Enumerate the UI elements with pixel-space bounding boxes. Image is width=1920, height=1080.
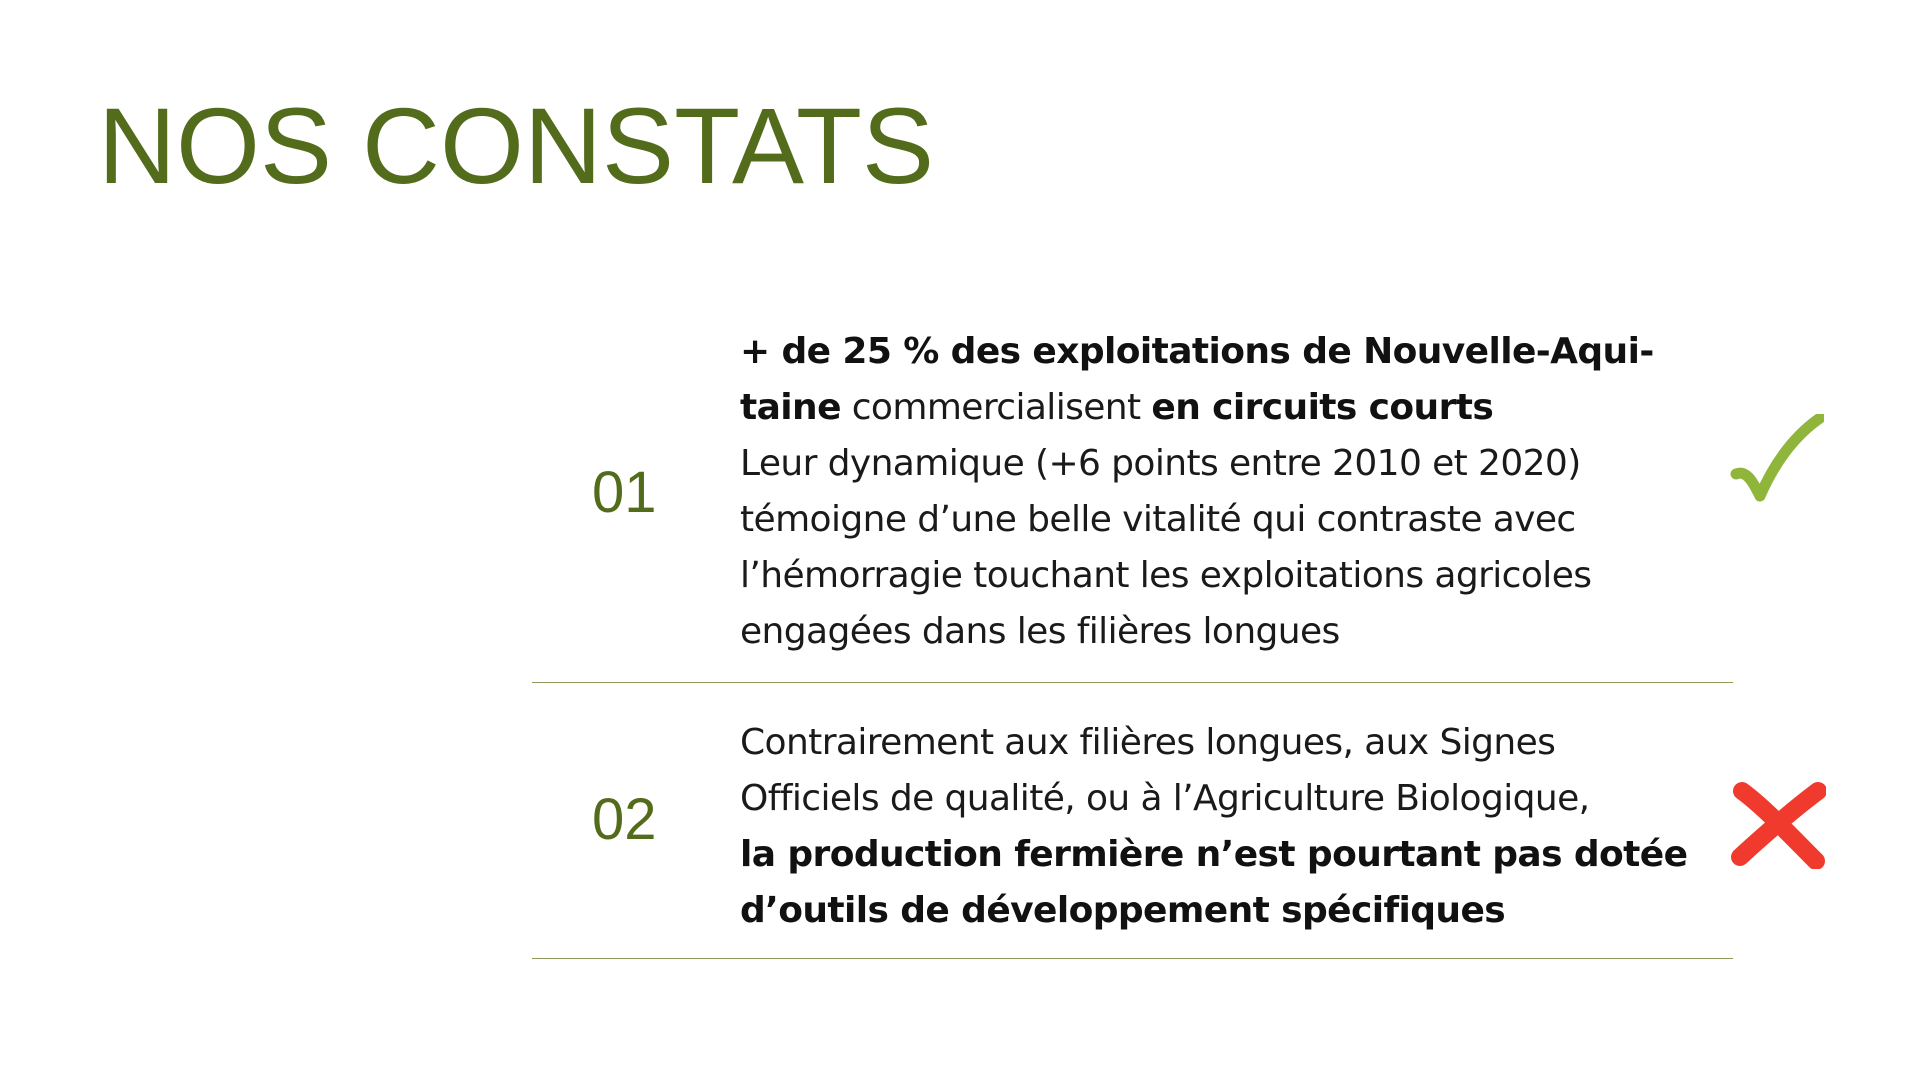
finding-text-bold: d’outils de développement spécifiques (740, 890, 1506, 931)
finding-text-bold: en circuits courts (1151, 387, 1494, 428)
finding-number: 01 (592, 460, 657, 525)
finding-text-plain: l’hémorragie touchant les exploitations agricoles (740, 555, 1592, 596)
finding-row-02 (532, 683, 1733, 959)
finding-text-plain: Leur dynamique (+6 points entre 2010 et 2020) (740, 443, 1581, 484)
finding-text-plain: engagées dans les filières longues (740, 611, 1340, 652)
finding-text-plain: Officiels de qualité, ou à l’Agriculture Biologique, (740, 778, 1590, 819)
finding-text-bold: taine (740, 387, 841, 428)
page-title: NOS CONSTATS (98, 85, 935, 206)
finding-text-bold: + de 25 % des exploitations de Nouvelle-Aqui- (740, 331, 1654, 372)
finding-number: 02 (592, 787, 657, 852)
finding-text-bold: la production fermière n’est pourtant pas dotée (740, 834, 1688, 875)
findings-list (532, 318, 1733, 959)
finding-text-plain: témoigne d’une belle vitalité qui contraste avec (740, 499, 1576, 540)
finding-text (740, 715, 1700, 939)
finding-text (740, 324, 1700, 660)
cross-icon (1730, 781, 1826, 874)
finding-text-plain: commercialisent (840, 387, 1152, 428)
check-icon (1730, 414, 1824, 517)
finding-text-plain: Contrairement aux filières longues, aux Signes (740, 722, 1556, 763)
finding-row-01 (532, 318, 1733, 683)
